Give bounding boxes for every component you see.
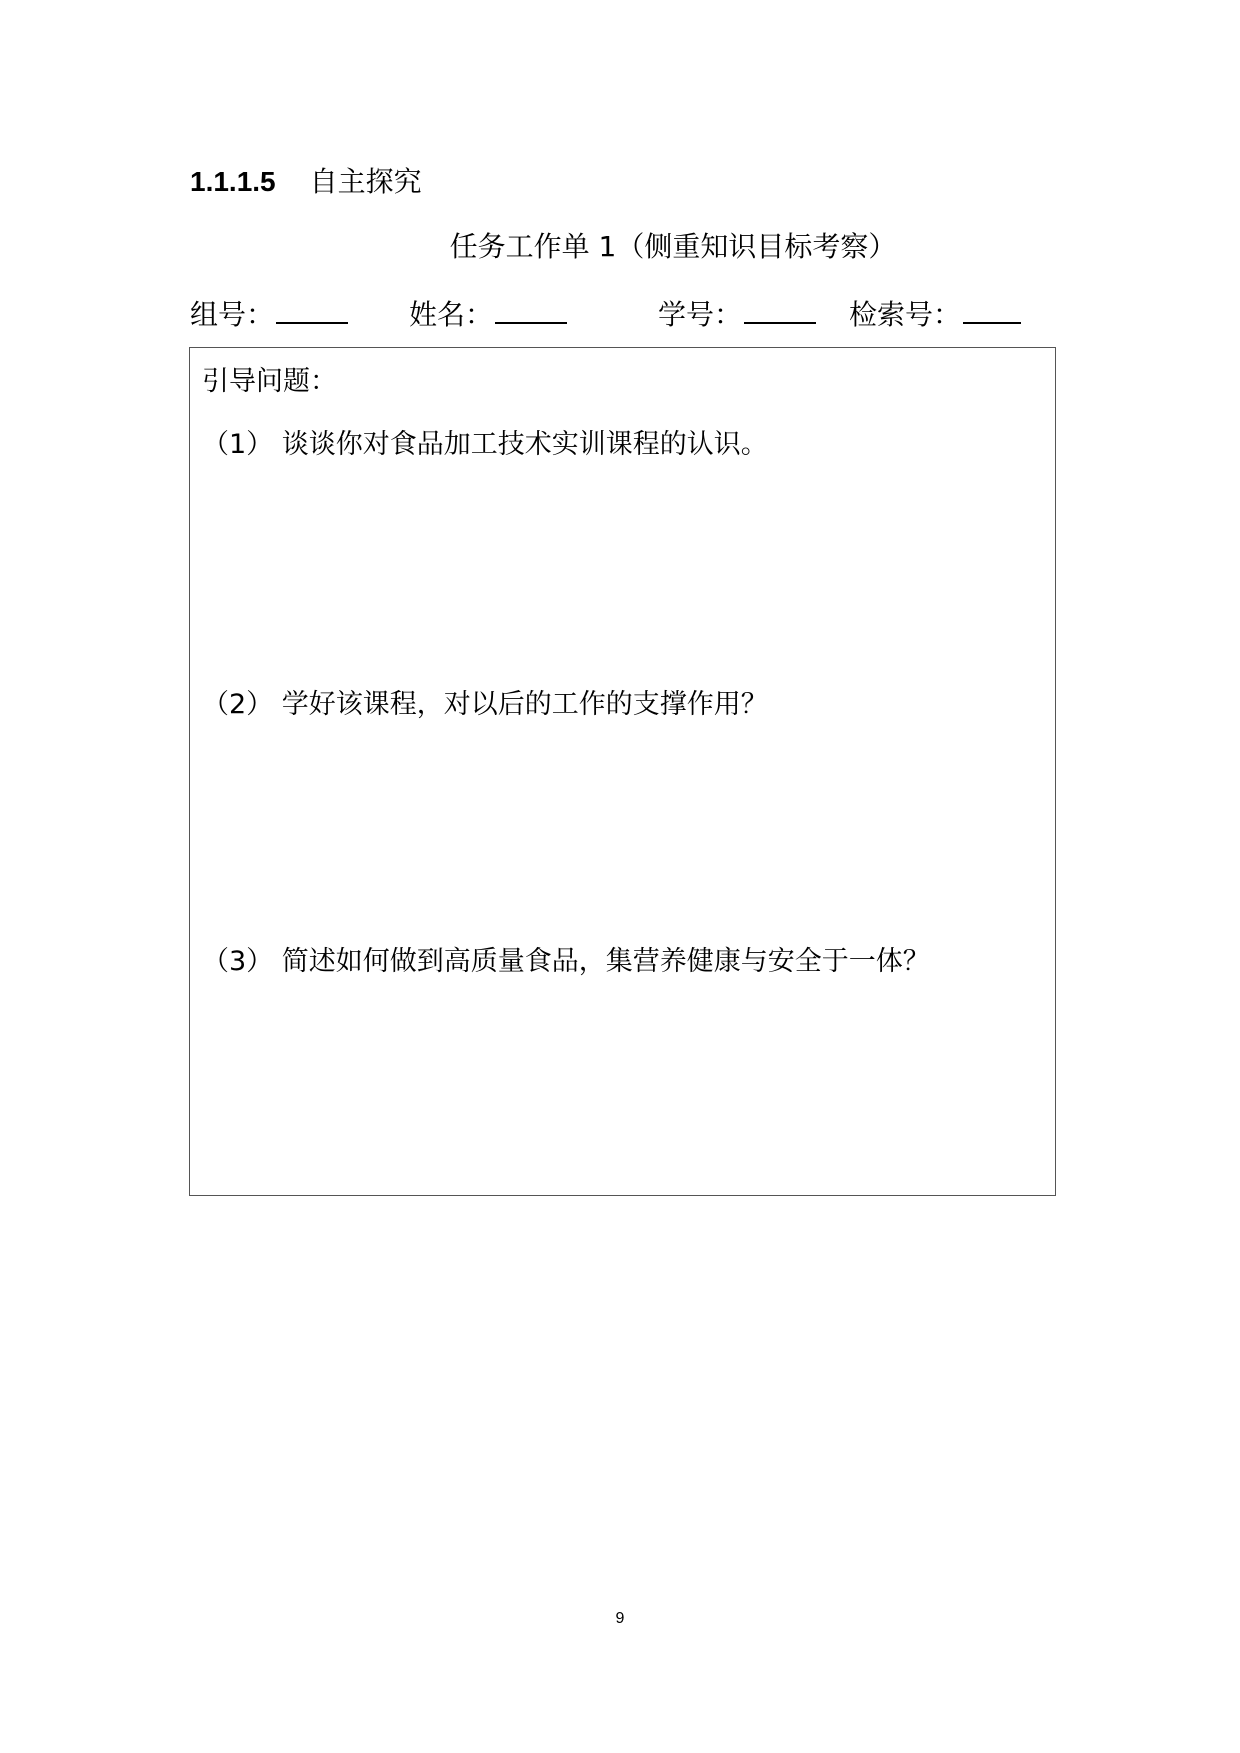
index-number-label: 检索号： [849,298,962,331]
guiding-questions-box [189,347,1056,1196]
section-number: 1.1.1.5 [190,166,276,197]
name-field [409,292,567,335]
group-number-label: 组号： [190,298,275,331]
group-number-field [190,292,348,335]
section-heading [190,162,422,202]
group-number-blank[interactable] [276,292,348,324]
student-id-blank[interactable] [744,292,816,324]
guiding-questions-heading: 引导问题： [202,366,337,397]
index-number-blank[interactable] [963,292,1021,324]
worksheet-title-text: 任务工作单 1（侧重知识目标考察） [449,230,897,263]
section-title: 自主探究 [309,165,422,198]
index-number-field [849,292,1021,335]
student-id-field [658,292,816,335]
question-1: （1） 谈谈你对食品加工技术实训课程的认识。 [202,429,768,460]
worksheet-title [0,227,1240,267]
name-blank[interactable] [495,292,567,324]
name-label: 姓名： [409,298,494,331]
question-2: （2） 学好该课程，对以后的工作的支撑作用？ [202,689,768,720]
page-number: 9 [615,1610,625,1627]
student-info-row [0,292,1240,336]
student-id-label: 学号： [658,298,743,331]
question-3: （3） 简述如何做到高质量食品，集营养健康与安全于一体？ [202,946,930,977]
